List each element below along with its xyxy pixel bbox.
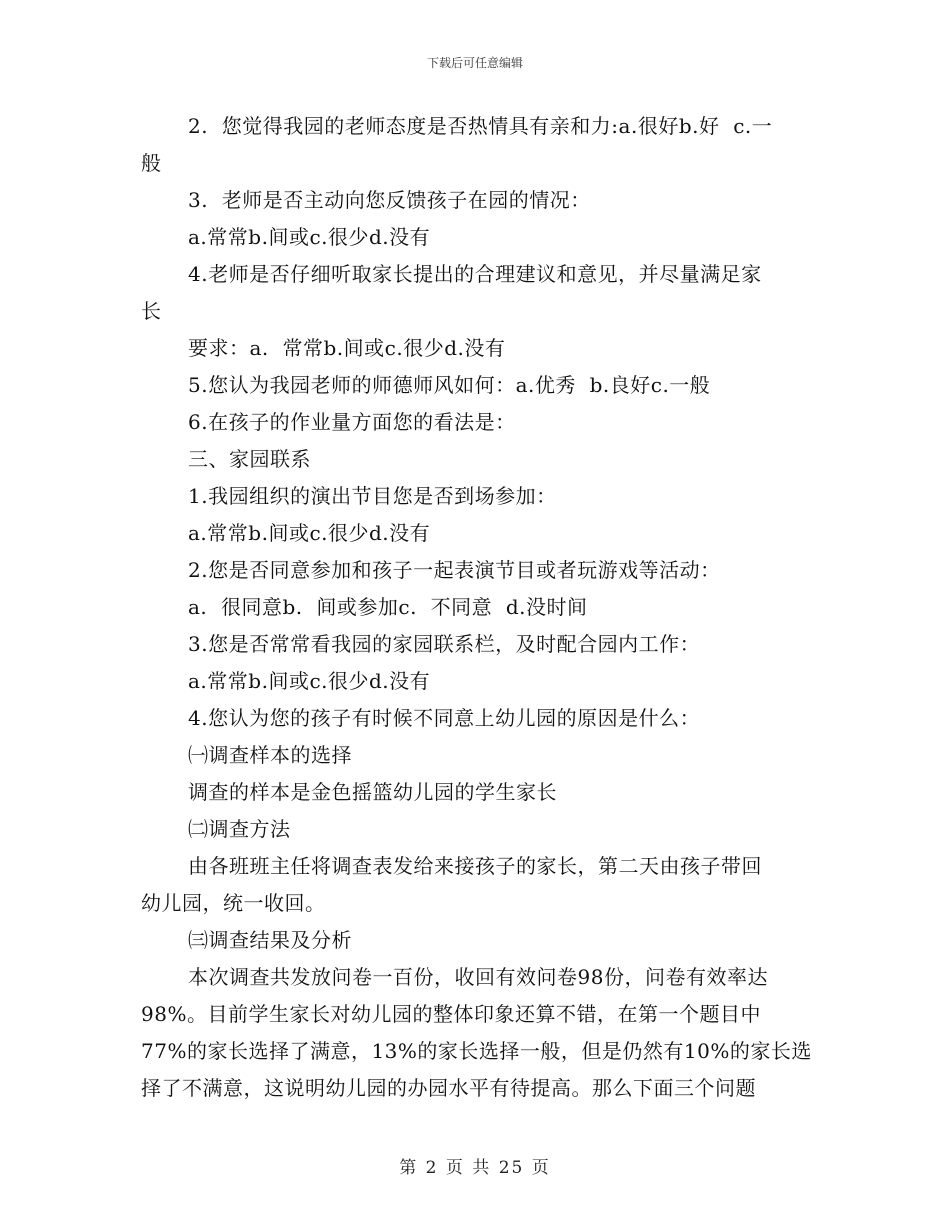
page-number: 第 2 页 共 25 页 <box>399 1158 551 1178</box>
text-line: 5.您认为我园老师的师德师风如何：a.优秀 b.良好c.一般 <box>188 373 711 397</box>
text-line: 要求：a. 常常b.间或c.很少d.没有 <box>188 336 506 360</box>
text-line: a.常常b.间或c.很少d.没有 <box>188 225 431 249</box>
text-line: a.常常b.间或c.很少d.没有 <box>188 669 431 693</box>
subsection-heading: ㈠调查样本的选择 <box>188 743 352 767</box>
document-body <box>141 108 811 1107</box>
text-line: 幼儿园，统一收回。 <box>141 891 326 915</box>
text-line: 3. 老师是否主动向您反馈孩子在园的情况： <box>188 188 591 212</box>
text-line: 般 <box>141 151 162 175</box>
text-line: 2. 您觉得我园的老师态度是否热情具有亲和力:a.很好b.好 c.一 <box>188 114 773 138</box>
text-line: 调查的样本是金色摇篮幼儿园的学生家长 <box>188 780 557 804</box>
subsection-heading: ㈡调查方法 <box>188 817 291 841</box>
text-line: 77%的家长选择了满意，13%的家长选择一般，但是仍然有10%的家长选 <box>141 1039 812 1063</box>
text-line: 1.我园组织的演出节目您是否到场参加： <box>188 484 557 508</box>
text-line: 6.在孩子的作业量方面您的看法是： <box>188 410 516 434</box>
text-line: 2.您是否同意参加和孩子一起表演节目或者玩游戏等活动： <box>188 558 721 582</box>
text-line: 3.您是否常常看我园的家园联系栏，及时配合园内工作： <box>188 632 701 656</box>
text-line: a.常常b.间或c.很少d.没有 <box>188 521 431 545</box>
text-line: 长 <box>141 299 162 323</box>
text-line: 本次调查共发放问卷一百份，收回有效问卷98份，问卷有效率达 <box>188 965 768 989</box>
page-header: 下载后可任意编辑 <box>426 56 523 70</box>
text-line: 98%。目前学生家长对幼儿园的整体印象还算不错，在第一个题目中 <box>141 1002 761 1026</box>
text-line: 择了不满意，这说明幼儿园的办园水平有待提高。那么下面三个问题 <box>141 1076 756 1100</box>
subsection-heading: ㈢调查结果及分析 <box>188 928 352 952</box>
text-line: 4.您认为您的孩子有时候不同意上幼儿园的原因是什么： <box>188 706 701 730</box>
text-line: 由各班班主任将调查表发给来接孩子的家长，第二天由孩子带回 <box>188 854 762 878</box>
text-line: 4.老师是否仔细听取家长提出的合理建议和意见，并尽量满足家 <box>188 262 762 286</box>
text-line: a. 很同意b. 间或参加c. 不同意 d.没时间 <box>188 595 588 619</box>
section-heading: 三、家园联系 <box>188 447 311 471</box>
